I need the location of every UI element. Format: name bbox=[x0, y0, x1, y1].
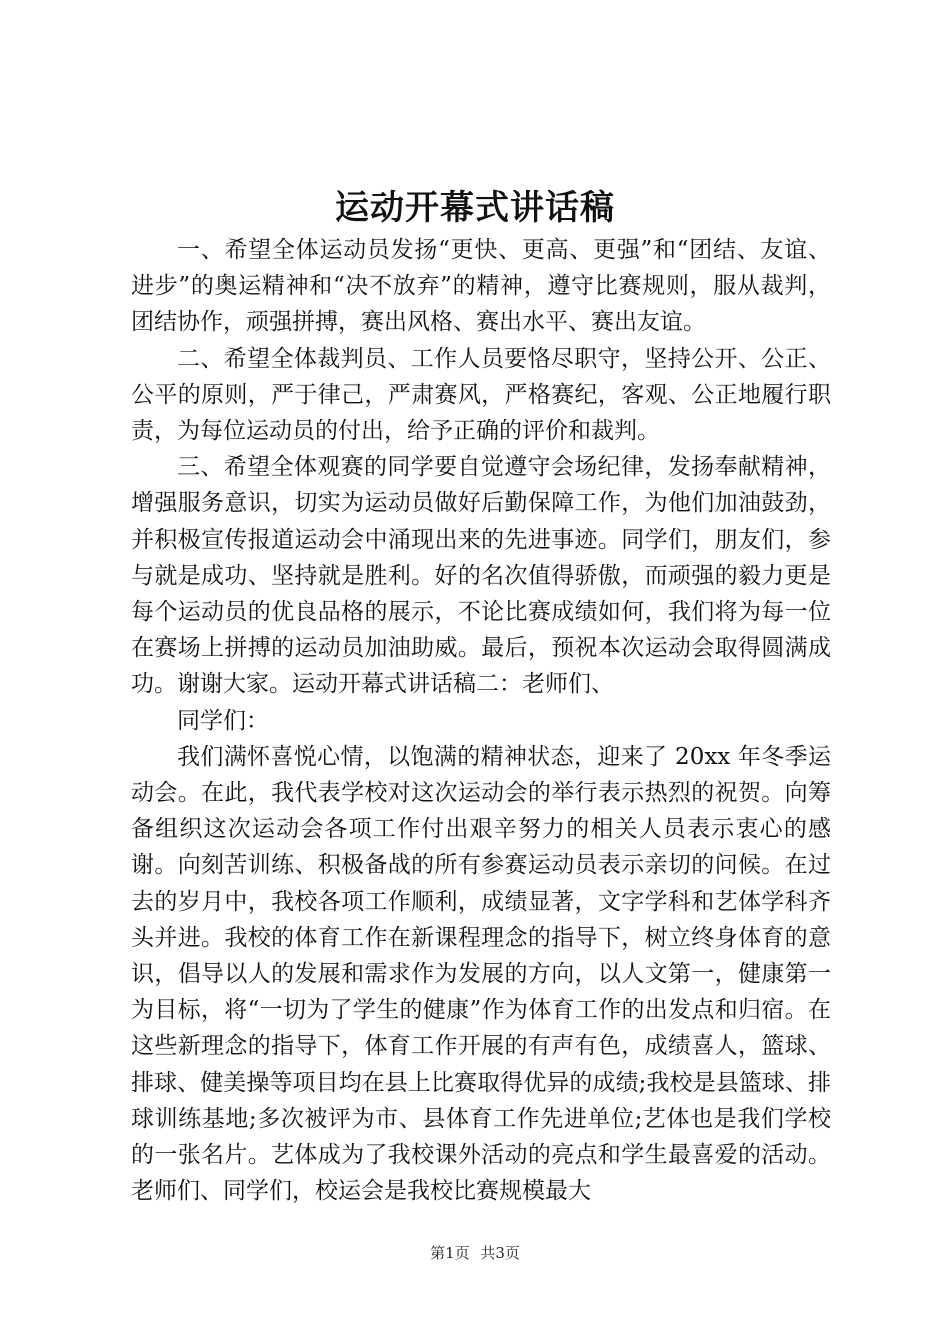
paragraph-4: 同学们： bbox=[177, 707, 269, 734]
document-body bbox=[131, 232, 831, 1209]
paragraph-5: 我们满怀喜悦心情，以饱满的精神状态，迎来了 20xx 年冬季运动会。在此，我代表学校对这次运动会的举行表示热烈的祝贺。向筹备组织这次运动会各项工作付出艰辛努力的相关人员表示衷心的感谢。向刻苦训练、积极备战的所有参赛运动员表示亲切的问候。在过去的岁月中，我校各项工作顺利，成绩显著，文字学科和艺体学科齐头并进。我校的体育工作在新课程理念的指导下，树立终身体育的意识，倡导以人的发展和需求作为发展的方向，以人文第一，健康第一为目标，将“一切为了学生的健康”作为体育工作的出发点和归宿。在这些新理念的指导下，体育工作开展的有声有色，成绩喜人，篮球、排球、健美操等项目均在县上比赛取得优异的成绩;我校是县篮球、排球训练基地;多次被评为市、县体育工作先进单位;艺体也是我们学校的一张名片。艺体成为了我校课外活动的亮点和学生最喜爱的活动。老师们、同学们，校运会是我校比赛规模最大 bbox=[131, 743, 831, 1205]
paragraph-3: 三、希望全体观赛的同学要自觉遵守会场纪律，发扬奉献精神，增强服务意识，切实为运动员做好后勤保障工作，为他们加油鼓劲，并积极宣传报道运动会中涌现出来的先进事迹。同学们，朋友们，参与就是成功、坚持就是胜利。好的名次值得骄傲，而顽强的毅力更是每个运动员的优良品格的展示，不论比赛成绩如何，我们将为每一位在赛场上拼搏的运动员加油助威。最后，预祝本次运动会取得圆满成功。谢谢大家。运动开幕式讲话稿二：老师们、 bbox=[131, 454, 831, 698]
paragraph-2: 二、希望全体裁判员、工作人员要恪尽职守，坚持公开、公正、公平的原则，严于律己，严肃赛风，严格赛纪，客观、公正地履行职责，为每位运动员的付出，给予正确的评价和裁判。 bbox=[131, 345, 831, 445]
page-footer bbox=[0, 1243, 950, 1263]
document-title: 运动开幕式讲话稿 bbox=[335, 188, 615, 228]
page-count: 共3页 bbox=[480, 1244, 520, 1262]
paragraph-1: 一、希望全体运动员发扬“更快、更高、更强”和“团结、友谊、进步”的奥运精神和“决不放弃”的精神，遵守比赛规则，服从裁判，团结协作，顽强拼搏，赛出风格、赛出水平、赛出友谊。 bbox=[131, 237, 831, 336]
page-number: 第1页 bbox=[430, 1244, 470, 1262]
